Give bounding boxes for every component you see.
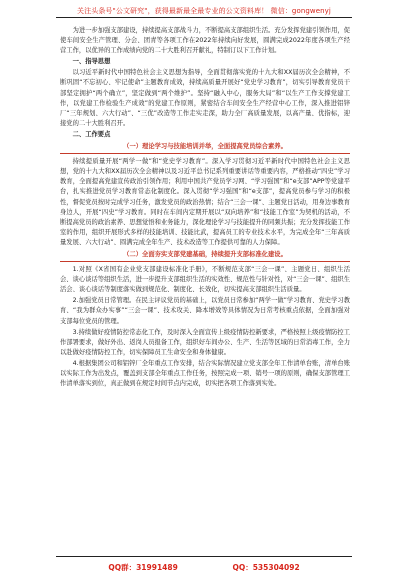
subsection-heading: （二）全面夯实支部党建基础，持续提升支部标准化建设。 [60,250,350,262]
paragraph: 以习近平新时代中国特色社会主义思想为指导，全面贯彻落实党的十九大和XX届历次全会精神，不断巩固“不忘初心、牢记使命”主题教育成效，持续高质量开展好“党史学习教育”，切实引导教育党员干部坚定拥护“两个确立”，坚定做到“两个维护”。坚持“融入中心，服务大局”和“以生产工作支撑党建工作，以党建工作检验生产成效”的党建工作原则，紧密结合车间安全生产经营中心工作，深入推进铝锌厂“三年规划、六大行动”、“三优”改造等工作走实走深，助力全厂高质量发展，以高产量、优指标，迎接党的二十大胜利召开。 [60,69,350,127]
footer-qq-group: QQ群：31991489 [108,563,178,572]
footer-contact [0,562,408,573]
document-body [60,26,350,390]
paragraph: 2.加强党员日常管理。在民主评议党员的基础上，以党员日常参加“两学一做”学习教育、党史学习教育、“我为群众办实事”“三会一课”、技术攻关、降本增效等具体情况为日常考核重点依据，全面加强对支部每位党员的管理。 [60,297,350,325]
promo-banner: 关注头条号"公文研究"，获得最新最全最专业的公文资料库！ 微信：gongwenyj [77,7,331,15]
paragraph: 1.对照《X省国有企业党支部建设标准化手册》，不断规范支部“三会一课”、主题党日、组织生活会、谈心谈话等组织生活，进一步提升支部组织生活的实效性、规范性与针对性，对“三会一课”、组织生活会、谈心谈话等制度落实做到规范化、制度化、长效化，切实提高支部组织生活质量。 [60,266,350,294]
banner-divider [56,17,352,18]
subsection-heading: （一）理论学习与技能培训并举，全面提高党员综合素养。 [60,142,350,154]
paragraph: 4.根据集团公司和铝锌厂全年重点工作安排，结合实际情况建立党支部全年工作清单台账，清单台账以实际工作为出发点，覆盖到支部全年重点工作任务，按照完成一项、销号一项的原则，确保支部管理工作清单落实到位，真正做到在规定时间节点内完成，切实把各项工作落到实处。 [60,359,350,388]
section-heading: 一、指导思想 [72,58,111,66]
paragraph: 持续提质量开展“两学一做”和“党史学习教育”。深入学习贯彻习近平新时代中国特色社会主义思想，党的十九大和XX届历次全会精神以及习近平总书记系列重要讲话等重要内容，严格推动“四史”学习教育，全面提高党建宣传政治引领作用；利用中国共产党员学习网、“学习强国”和“e支部”APP等党建平台，扎实推进党员学习教育常态化制度化。深入贯彻“学习强国”和“e支部”，提高党员参与学习的积极性，督促党员按时完成学习任务，激发党员的政治热情；结合“三会一课”、主题党日活动，用身边事教育身边人，开展“四史”学习教育。同时在车间内定期开展以“双向培养”和“技能工作室”为契机的活动，不断提高党员的政治素养、思想觉悟和业务能力，深化理论学习与技能提升的同频共振；充分发挥技能工作室的作用，组织开展形式多样的技能培训、技能比武，提高员工的专业技术水平，为完成全年“三年高质量发展、六大行动”、圆满完成全年生产、技术改造等工作提供可靠的人力保障。 [60,158,350,246]
footer-divider [56,556,352,557]
footer-qq: QQ：535304092 [232,563,300,572]
paragraph: 3.持续做好疫情防控常态化工作，及时深入全面宣传上级疫情防控新要求，严格按照上级疫情防控工作部署要求，做好外出、返岗人员报备工作，组织好车间办公、生产、生活等区域的日常消毒工作，全力以赴做好疫情防控工作，切实保障员工生命安全和身体健康。 [60,328,350,356]
section-heading: 二、工作要点 [72,130,111,138]
paragraph: 为进一步加强支部建设，持续提高支部战斗力，不断提高支部组织生活。充分发挥党建引领作用，促使车间安全生产管理、分会、团青等各项工作在2022年持续向好发展，圆满完成2022年度各项生产经营工作，以优异的工作成绩向党的二十大胜利召开献礼，特制订以下工作计划。 [60,27,350,55]
